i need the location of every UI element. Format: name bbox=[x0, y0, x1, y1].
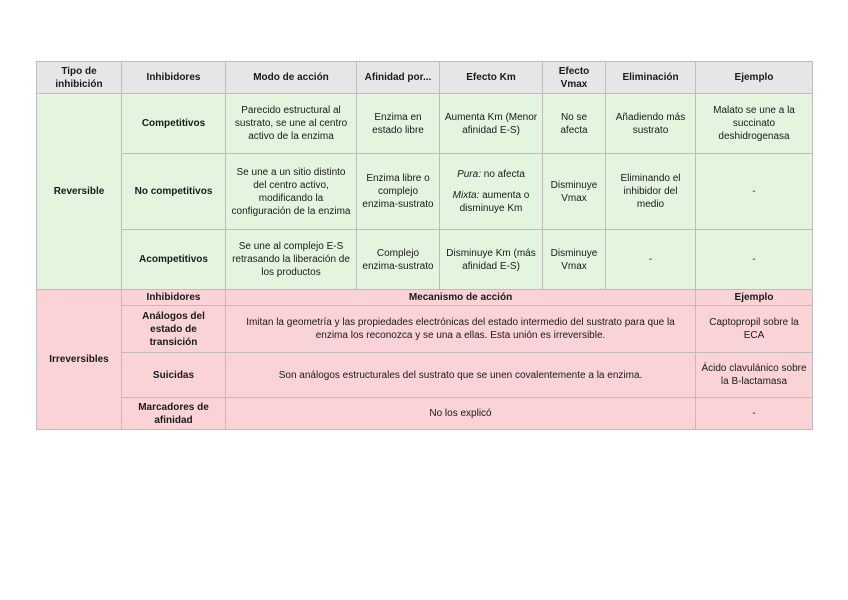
mecanismo-cell: Son análogos estructurales del sustrato que se unen covalentemente a la enzima. bbox=[226, 353, 696, 398]
mecanismo-cell: No los explicó bbox=[226, 398, 696, 430]
header-afinidad: Afinidad por... bbox=[357, 62, 440, 94]
inhibitor-name: No competitivos bbox=[122, 154, 226, 230]
eliminacion-cell: Eliminando el inhibidor del medio bbox=[606, 154, 696, 230]
subheader-ejemplo: Ejemplo bbox=[696, 290, 813, 306]
inhibitor-name: Acompetitivos bbox=[122, 230, 226, 290]
header-eliminacion: Eliminación bbox=[606, 62, 696, 94]
km-pura: Pura: no afecta bbox=[457, 169, 525, 180]
row-no-competitivos bbox=[37, 154, 813, 230]
km-mixta: Mixta: aumenta o disminuye Km bbox=[452, 190, 530, 214]
eliminacion-cell: Añadiendo más sustrato bbox=[606, 94, 696, 154]
row-suicidas bbox=[37, 353, 813, 398]
ejemplo-cell: Malato se une a la succinato deshidrogenasa bbox=[696, 94, 813, 154]
irreversible-subheader-row bbox=[37, 290, 813, 306]
ejemplo-cell: Ácido clavulánico sobre la B-lactamasa bbox=[696, 353, 813, 398]
vmax-cell: Disminuye Vmax bbox=[543, 230, 606, 290]
row-acompetitivos bbox=[37, 230, 813, 290]
header-km: Efecto Km bbox=[440, 62, 543, 94]
mecanismo-cell: Imitan la geometría y las propiedades electrónicas del estado intermedio del sustrato para que la enzima los reconozca y se una a ellas. Esta unión es irreversible. bbox=[226, 306, 696, 353]
afinidad-cell: Enzima libre o complejo enzima-sustrato bbox=[357, 154, 440, 230]
header-tipo: Tipo de inhibición bbox=[37, 62, 122, 94]
row-marcadores bbox=[37, 398, 813, 430]
subheader-inhibidores: Inhibidores bbox=[122, 290, 226, 306]
afinidad-cell: Enzima en estado libre bbox=[357, 94, 440, 154]
eliminacion-cell: - bbox=[606, 230, 696, 290]
header-ejemplo: Ejemplo bbox=[696, 62, 813, 94]
header-inhibidores: Inhibidores bbox=[122, 62, 226, 94]
ejemplo-cell: - bbox=[696, 230, 813, 290]
km-cell: Disminuye Km (más afinidad E-S) bbox=[440, 230, 543, 290]
inhibitor-name: Competitivos bbox=[122, 94, 226, 154]
modo-cell: Se une al complejo E-S retrasando la liberación de los productos bbox=[226, 230, 357, 290]
afinidad-cell: Complejo enzima-sustrato bbox=[357, 230, 440, 290]
inhibition-table bbox=[36, 61, 813, 430]
ejemplo-cell: - bbox=[696, 154, 813, 230]
vmax-cell: No se afecta bbox=[543, 94, 606, 154]
modo-cell: Se une a un sitio distinto del centro activo, modificando la configuración de la enzima bbox=[226, 154, 357, 230]
km-cell bbox=[440, 154, 543, 230]
ejemplo-cell: - bbox=[696, 398, 813, 430]
header-modo: Modo de acción bbox=[226, 62, 357, 94]
inhibitor-name: Análogos del estado de transición bbox=[122, 306, 226, 353]
group-irreversibles: Irreversibles bbox=[37, 290, 122, 430]
modo-cell: Parecido estructural al sustrato, se une al centro activo de la enzima bbox=[226, 94, 357, 154]
row-analogos bbox=[37, 306, 813, 353]
inhibitor-name: Suicidas bbox=[122, 353, 226, 398]
ejemplo-cell: Captopropil sobre la ECA bbox=[696, 306, 813, 353]
inhibitor-name: Marcadores de afinidad bbox=[122, 398, 226, 430]
header-vmax: Efecto Vmax bbox=[543, 62, 606, 94]
group-reversible: Reversible bbox=[37, 94, 122, 290]
row-competitivos bbox=[37, 94, 813, 154]
vmax-cell: Disminuye Vmax bbox=[543, 154, 606, 230]
header-row bbox=[37, 62, 813, 94]
subheader-mecanismo: Mecanismo de acción bbox=[226, 290, 696, 306]
km-cell: Aumenta Km (Menor afinidad E-S) bbox=[440, 94, 543, 154]
